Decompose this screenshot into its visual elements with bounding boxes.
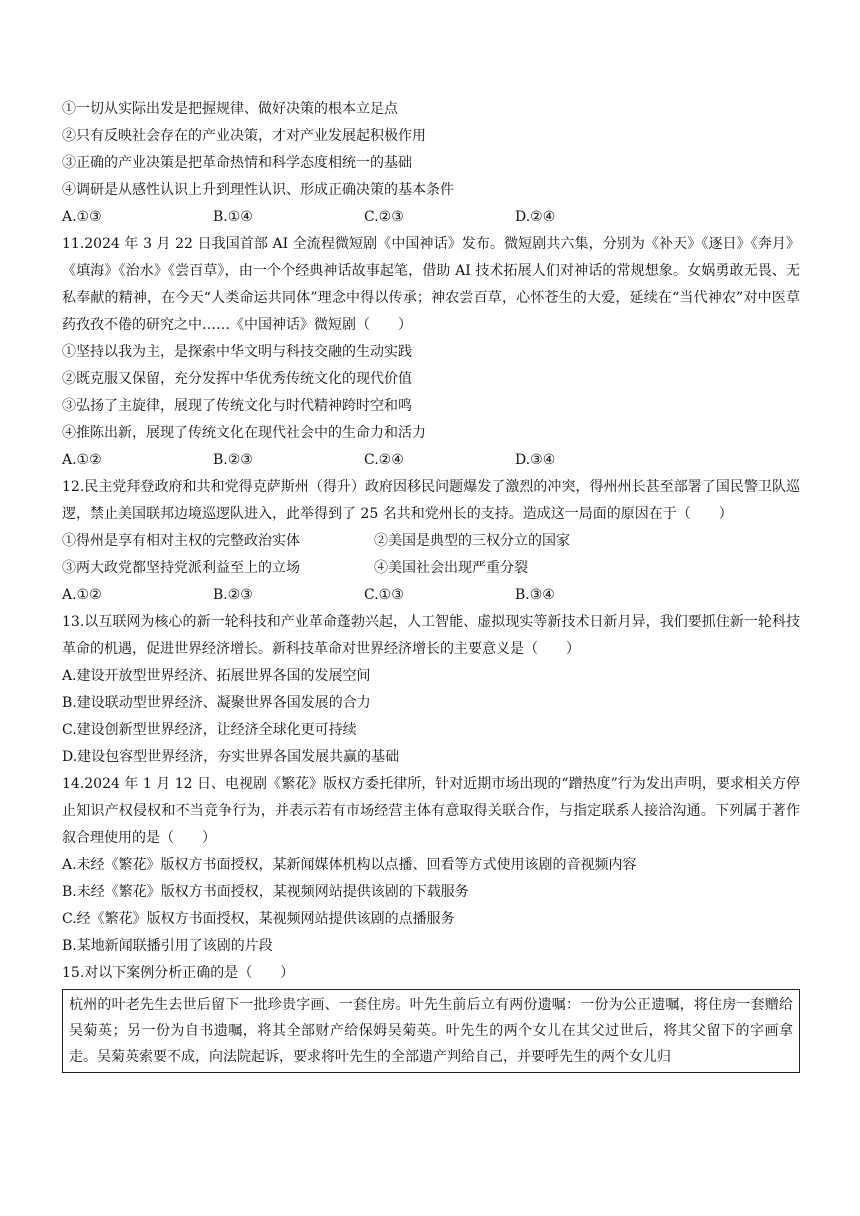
q10-options — [62, 204, 800, 231]
q13-stem: 13.以互联网为核心的新一轮科技和产业革命蓬勃兴起，人工智能、虚拟现实等新技术日新月异，我们要抓住新一轮科技革命的机遇，促进世界经济增长。新科技革命对世界经济增长的主要意义是（ ） — [62, 614, 800, 657]
q10-option-c: C.②③ — [364, 209, 404, 225]
q14-option-d: B.某地新闻联播引用了该剧的片段 — [62, 938, 273, 954]
q14-option-b: B.未经《繁花》版权方书面授权，某视频网站提供该剧的下载服务 — [62, 884, 469, 900]
q11-item-2: ②既克服又保留，充分发挥中华优秀传统文化的现代价值 — [62, 371, 412, 387]
q10-option-a: A.①③ — [62, 209, 102, 225]
q12-item-1: ①得州是享有相对主权的完整政治实体 — [62, 533, 300, 549]
q13-option-d: D.建设包容型世界经济，夯实世界各国发展共赢的基础 — [62, 749, 400, 765]
q11-item-1: ①坚持以我为主，是探索中华文明与科技交融的生动实践 — [62, 344, 412, 360]
q12-item-4: ④美国社会出现严重分裂 — [374, 560, 528, 576]
q11-stem: 11.2024 年 3 月 22 日我国首部 AI 全流程微短剧《中国神话》发布。微短剧共六集，分别为《补天》《逐日》《奔月》《填海》《治水》《尝百草》，由一个个经典神话故事起笔，借助 AI 技术拓展人们对神话的常规想象。女娲勇敢无畏、无私奉献的精神，在今天“人类命运共同体”理念中得以传承；神农尝百草，心怀苍生的大爱，延续在“当代神农”对中医草药孜孜不倦的研究之中……《中国神话》微短剧（ ） — [62, 236, 800, 333]
q12-options — [62, 582, 800, 609]
q10-item-1: ①一切从实际出发是把握规律、做好决策的根本立足点 — [62, 101, 398, 117]
q11-option-c: C.②④ — [364, 452, 404, 468]
q13-option-b: B.建设联动型世界经济、凝聚世界各国发展的合力 — [62, 695, 371, 711]
q11-option-d: D.③④ — [515, 452, 556, 468]
q12-item-2: ②美国是典型的三权分立的国家 — [374, 533, 570, 549]
q11-option-b: B.②③ — [213, 452, 253, 468]
q10-option-d: D.②④ — [515, 209, 556, 225]
q14-stem: 14.2024 年 1 月 12 日、电视剧《繁花》版权方委托律所，针对近期市场出现的“蹭热度”行为发出声明，要求相关方停止知识产权侵权和不当竞争行为，并表示若有市场经营主体有意取得关联合作，与指定联系人接洽沟通。下列属于著作叙合理使用的是（ ） — [62, 776, 800, 846]
q12-option-b: B.②③ — [213, 587, 253, 603]
q10-item-3: ③正确的产业决策是把革命热情和科学态度相统一的基础 — [62, 155, 412, 171]
exam-page — [62, 96, 800, 1073]
q11-item-3: ③弘扬了主旋律，展现了传统文化与时代精神跨时空和鸣 — [62, 398, 412, 414]
q13-option-a: A.建设开放型世界经济、拓展世界各国的发展空间 — [62, 668, 371, 684]
q15-stem: 15.对以下案例分析正确的是（ ） — [62, 965, 295, 981]
q12-stem: 12.民主党拜登政府和共和党得克萨斯州（得升）政府因移民问题爆发了激烈的冲突，得州州长甚至部署了国民警卫队巡逻，禁止美国联邦边境巡逻队进入，此举得到了 25 名共和党州长的支持。造成这一局面的原因在于（ ） — [62, 479, 800, 522]
q15-case-box — [62, 989, 800, 1073]
q15-case-text: 杭州的叶老先生去世后留下一批珍贵字画、一套住房。叶先生前后立有两份遗嘱：一份为公正遗嘱，将住房一套赠给吴菊英；另一份为自书遗嘱，将其全部财产给保姆吴菊英。叶先生的两个女儿在其父过世后，将其父留下的字画拿走。吴菊英索要不成，向法院起诉，要求将叶先生的全部遗产判给自己，并要呼先生的两个女儿归 — [69, 997, 793, 1065]
q10-item-4: ④调研是从感性认识上升到理性认识、形成正确决策的基本条件 — [62, 182, 454, 198]
q10-option-b: B.①④ — [213, 209, 253, 225]
q14-option-a: A.未经《繁花》版权方书面授权，某新闻媒体机构以点播、回看等方式使用该剧的音视频内容 — [62, 857, 637, 873]
q12-items-row-2 — [62, 555, 800, 582]
q13-option-c: C.建设创新型世界经济，让经济全球化更可持续 — [62, 722, 357, 738]
q10-item-2: ②只有反映社会存在的产业决策，才对产业发展起积极作用 — [62, 128, 426, 144]
q11-options — [62, 447, 800, 474]
q12-items-row-1 — [62, 528, 800, 555]
q12-option-a: A.①② — [62, 587, 102, 603]
q11-option-a: A.①② — [62, 452, 102, 468]
q12-item-3: ③两大政党都坚持党派利益至上的立场 — [62, 560, 300, 576]
q14-option-c: C.经《繁花》版权方书面授权，某视频网站提供该剧的点播服务 — [62, 911, 455, 927]
q12-option-c: C.①③ — [364, 587, 404, 603]
q11-item-4: ④推陈出新，展现了传统文化在现代社会中的生命力和活力 — [62, 425, 426, 441]
q12-option-d: B.③④ — [515, 587, 555, 603]
